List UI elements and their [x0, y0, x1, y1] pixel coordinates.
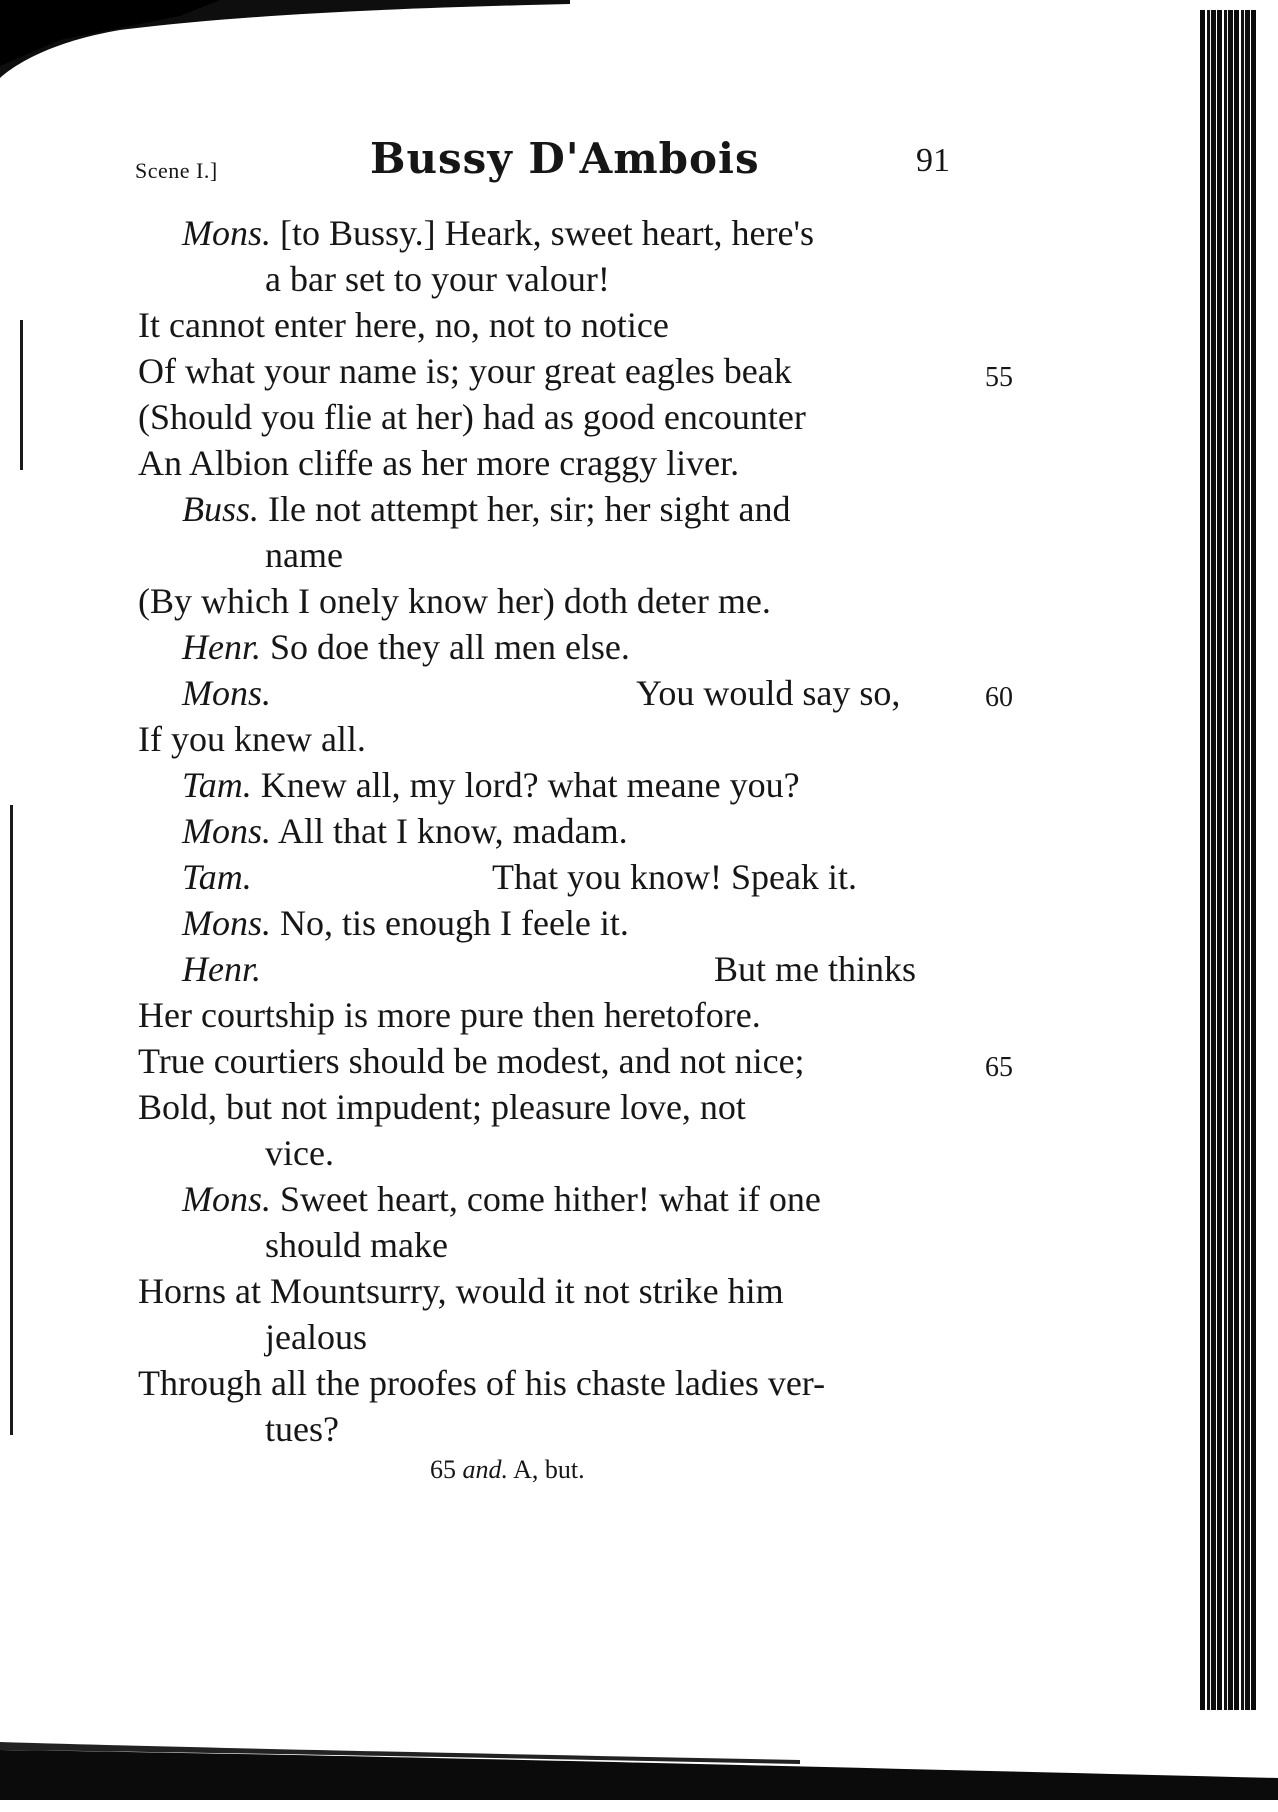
line-text: should make [265, 1225, 448, 1265]
line-text: [to Bussy.] Heark, sweet heart, here's [280, 213, 814, 253]
text-line [138, 718, 366, 760]
text-line [182, 948, 261, 990]
text-line [265, 1408, 339, 1450]
line-text: All that I know, madam. [278, 811, 628, 851]
scan-mark-left [20, 320, 23, 470]
line-text: Her courtship is more pure then heretofore. [138, 995, 761, 1035]
text-line [182, 212, 814, 254]
line-text: That you know! Speak it. [492, 857, 857, 897]
running-title: Bussy D'Ambois [370, 134, 760, 183]
line-text: So doe they all men else. [270, 627, 630, 667]
text-line [138, 396, 806, 438]
scan-page-edge-right [1200, 10, 1278, 1710]
line-text: (Should you flie at her) had as good encounter [138, 397, 806, 437]
text-line [138, 1040, 805, 1082]
text-line [182, 1178, 821, 1220]
text-line [182, 488, 790, 530]
text-line [138, 1086, 746, 1128]
line-text: True courtiers should be modest, and not nice; [138, 1041, 805, 1081]
text-line [492, 856, 857, 898]
line-number: 60 [985, 682, 1013, 713]
speaker-name: Tam. [182, 857, 252, 897]
text-line [265, 534, 343, 576]
line-text: It cannot enter here, no, not to notice [138, 305, 669, 345]
speaker-name: Henr. [182, 627, 261, 667]
footnote-variant: A, but. [513, 1455, 585, 1484]
text-line [265, 1224, 448, 1266]
text-line [138, 304, 669, 346]
text-line [182, 764, 800, 806]
line-text: vice. [265, 1133, 334, 1173]
line-text: tues? [265, 1409, 339, 1449]
text-line [138, 350, 792, 392]
line-text: Of what your name is; your great eagles beak [138, 351, 792, 391]
line-text: a bar set to your valour! [265, 259, 610, 299]
scan-mark-left [10, 805, 13, 1435]
text-line [265, 1316, 367, 1358]
line-text: Horns at Mountsurry, would it not strike him [138, 1271, 784, 1311]
speaker-name: Henr. [182, 949, 261, 989]
text-line [636, 672, 900, 714]
speaker-name: Mons. [182, 811, 271, 851]
line-number: 55 [985, 362, 1013, 393]
text-line [182, 902, 629, 944]
text-line [182, 810, 628, 852]
line-text: If you knew all. [138, 719, 366, 759]
line-text: You would say so, [636, 673, 901, 713]
text-line [138, 994, 761, 1036]
line-text: But me thinks [714, 949, 917, 989]
scan-shadow-top-left [0, 0, 570, 90]
scene-label: Scene I.] [135, 158, 218, 183]
line-text: An Albion cliffe as her more craggy liver. [138, 443, 740, 483]
footnote [430, 1455, 585, 1485]
speaker-name: Mons. [182, 213, 271, 253]
footnote-line-number: 65 [430, 1455, 456, 1484]
speaker-name: Tam. [182, 765, 252, 805]
line-text: Through all the proofes of his chaste ladies ver- [138, 1363, 826, 1403]
line-text: Bold, but not impudent; pleasure love, not [138, 1087, 746, 1127]
text-line [182, 626, 630, 668]
speaker-name: Mons. [182, 903, 271, 943]
line-text: No, tis enough I feele it. [280, 903, 629, 943]
scan-shadow-bottom [0, 1742, 1278, 1800]
text-line [265, 1132, 334, 1174]
footnote-lemma: and. [462, 1455, 508, 1484]
line-text: name [265, 535, 343, 575]
line-number: 65 [985, 1052, 1013, 1083]
speaker-name: Mons. [182, 1179, 271, 1219]
text-line [138, 580, 771, 622]
line-text: Sweet heart, come hither! what if one [280, 1179, 821, 1219]
text-line [265, 258, 610, 300]
speaker-name: Buss. [182, 489, 260, 529]
line-text: Knew all, my lord? what meane you? [260, 765, 800, 805]
text-line [138, 1362, 825, 1404]
text-line [182, 672, 271, 714]
text-line [138, 1270, 784, 1312]
text-line [714, 948, 916, 990]
line-text: (By which I onely know her) doth deter me. [138, 581, 771, 621]
text-line [138, 442, 739, 484]
line-text: jealous [265, 1317, 367, 1357]
speaker-name: Mons. [182, 673, 271, 713]
page-number: 91 [916, 142, 950, 179]
line-text: Ile not attempt her, sir; her sight and [268, 489, 791, 529]
text-line [182, 856, 252, 898]
